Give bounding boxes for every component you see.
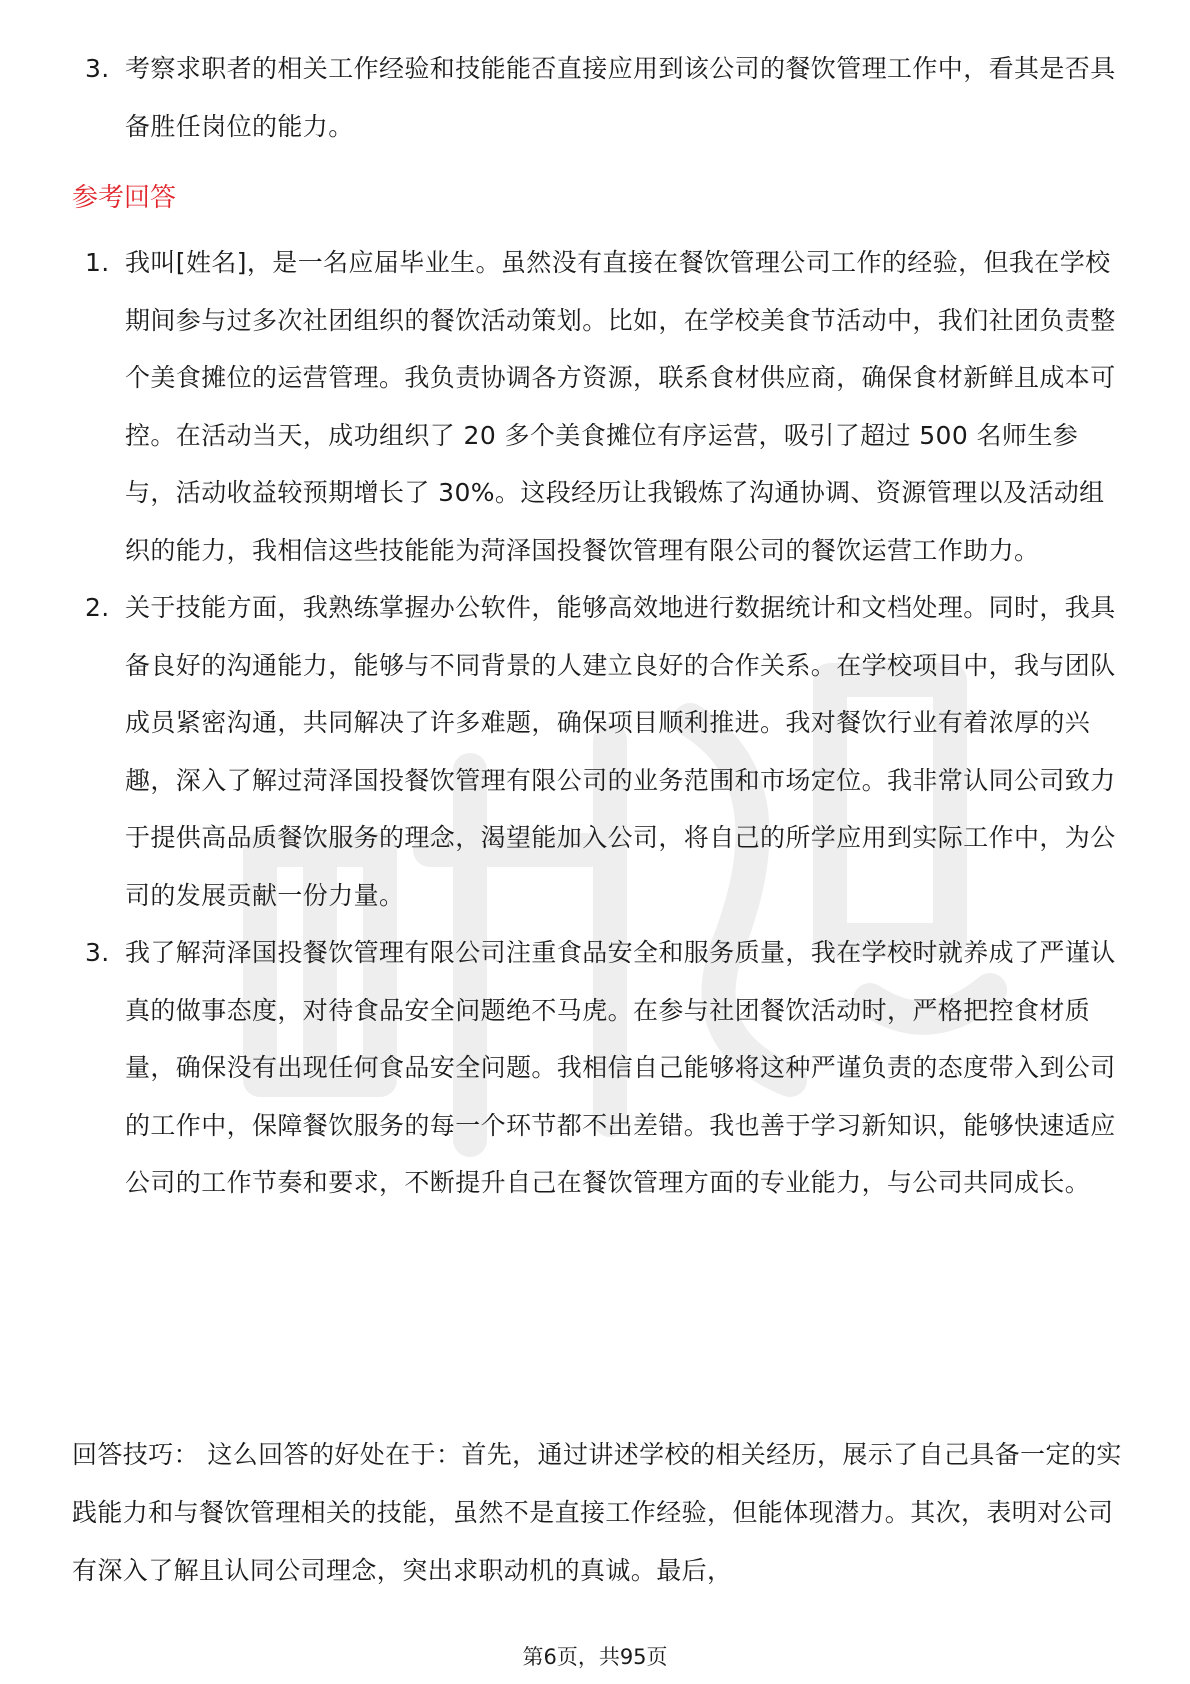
answer-text: 关于技能方面，我熟练掌握办公软件，能够高效地进行数据统计和文档处理。同时，我具备良好的沟通能力，能够与不同背景的人建立良好的合作关系。在学校项目中，我与团队成员紧密沟通，共同解决了许多难题，确保项目顺利推进。我对餐饮行业有着浓厚的兴趣，深入了解过菏泽国投餐饮管理有限公司的业务范围和市场定位。我非常认同公司致力于提供高品质餐饮服务的理念，渴望能加入公司，将自己的所学应用到实际工作中，为公司的发展贡献一份力量。 — [125, 593, 1116, 910]
answer-item-3 — [85, 924, 1125, 1212]
question-points-list — [85, 40, 1125, 155]
answer-item-1 — [85, 234, 1125, 579]
list-number: 1. — [85, 248, 110, 277]
section-heading: 参考回答 — [72, 183, 177, 213]
answer-text: 我了解菏泽国投餐饮管理有限公司注重食品安全和服务质量，我在学校时就养成了严谨认真的做事态度，对待食品安全问题绝不马虎。在参与社团餐饮活动时，严格把控食材质量，确保没有出现任何食品安全问题。我相信自己能够将这种严谨负责的态度带入到公司的工作中，保障餐饮服务的每一个环节都不出差错。我也善于学习新知识，能够快速适应公司的工作节奏和要求，不断提升自己在餐饮管理方面的专业能力，与公司共同成长。 — [125, 938, 1116, 1197]
answer-item-2 — [85, 579, 1125, 924]
list-number: 2. — [85, 593, 110, 622]
page-number-footer: 第6页，共95页 — [522, 1645, 668, 1669]
list-number: 3. — [85, 938, 110, 967]
list-number: 3. — [85, 54, 110, 83]
answer-list — [85, 234, 1125, 1212]
answer-text: 我叫[姓名]，是一名应届毕业生。虽然没有直接在餐饮管理公司工作的经验，但我在学校期间参与过多次社团组织的餐饮活动策划。比如，在学校美食节活动中，我们社团负责整个美食摊位的运营管理。我负责协调各方资源，联系食材供应商，确保食材新鲜且成本可控。在活动当天，成功组织了 20 多个美食摊位有序运营，吸引了超过 500 名师生参与，活动收益较预期增长了 30%。这段经历让我锻炼了沟通协调、资源管理以及活动组织的能力，我相信这些技能能为菏泽国投餐饮管理有限公司的餐饮运营工作助力。 — [125, 248, 1116, 565]
answer-tips-paragraph: 回答技巧： 这么回答的好处在于：首先，通过讲述学校的相关经历，展示了自己具备一定的实践能力和与餐饮管理相关的技能，虽然不是直接工作经验，但能体现潜力。其次，表明对公司有深入了解且认同公司理念，突出求职动机的真诚。最后， — [72, 1440, 1122, 1585]
list-item-text: 考察求职者的相关工作经验和技能能否直接应用到该公司的餐饮管理工作中，看其是否具备胜任岗位的能力。 — [125, 54, 1116, 141]
list-item — [85, 40, 1125, 155]
